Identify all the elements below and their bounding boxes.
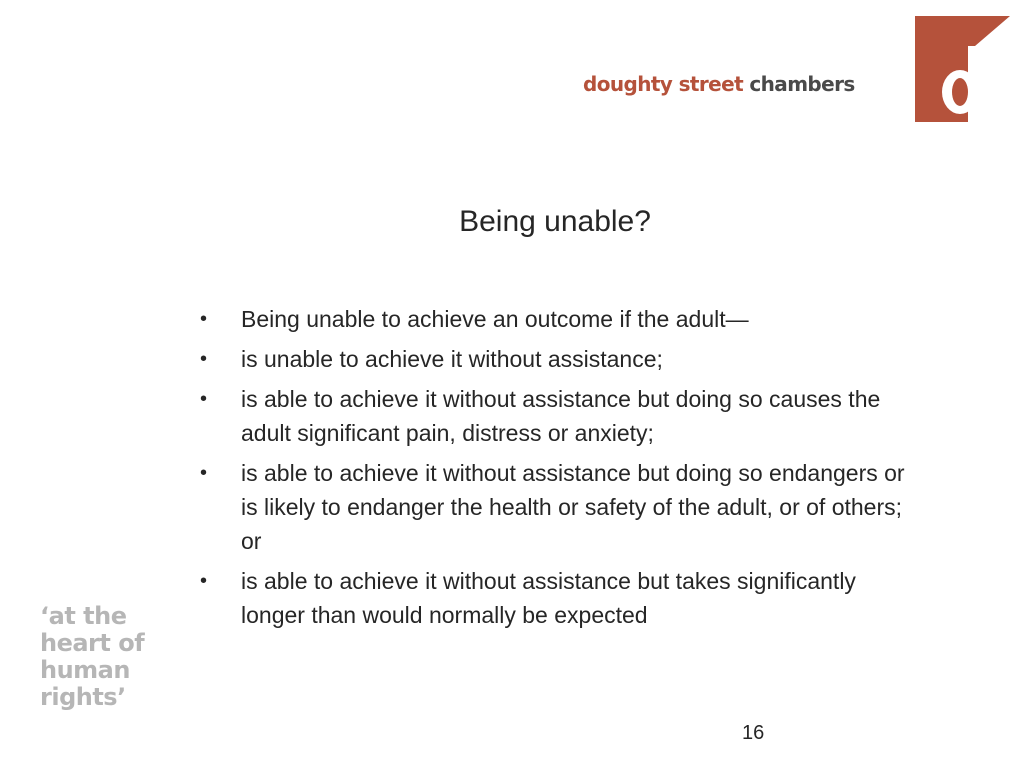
bullet-text: is able to achieve it without assistance but doing so endangers or is likely to endanger the health or safety of the adult, or of others; or <box>241 460 905 554</box>
tagline-line: human <box>40 656 130 684</box>
brand-wordmark <box>583 72 855 96</box>
bullet-marker: • <box>200 388 208 410</box>
page-number: 16 <box>742 722 765 744</box>
bullet-list <box>200 302 920 638</box>
doughty-street-logo-icon <box>915 16 1010 122</box>
tagline-line: rights’ <box>40 683 126 711</box>
brand-wordmark-doughty-street: doughty street <box>583 72 744 96</box>
bullet-text: is able to achieve it without assistance but takes significantly longer than would normally be expected <box>241 568 856 628</box>
brand-wordmark-chambers: chambers <box>749 72 855 96</box>
bullet-text: is unable to achieve it without assistance; <box>241 346 663 372</box>
bullet-item <box>200 382 920 450</box>
bullet-item <box>200 564 920 632</box>
tagline-line: heart of <box>40 629 145 657</box>
bullet-item <box>200 456 920 558</box>
bullet-item <box>200 302 920 336</box>
bullet-marker: • <box>200 308 208 330</box>
bullet-marker: • <box>200 570 208 592</box>
tagline-line: ‘at the <box>40 602 127 630</box>
bullet-marker: • <box>200 348 208 370</box>
slide-title: Being unable? <box>459 205 651 238</box>
bullet-text: Being unable to achieve an outcome if the adult— <box>241 306 749 332</box>
bullet-item <box>200 342 920 376</box>
bullet-marker: • <box>200 462 208 484</box>
bullet-text: is able to achieve it without assistance but doing so causes the adult significant pain, distress or anxiety; <box>241 386 881 446</box>
tagline <box>40 603 144 711</box>
